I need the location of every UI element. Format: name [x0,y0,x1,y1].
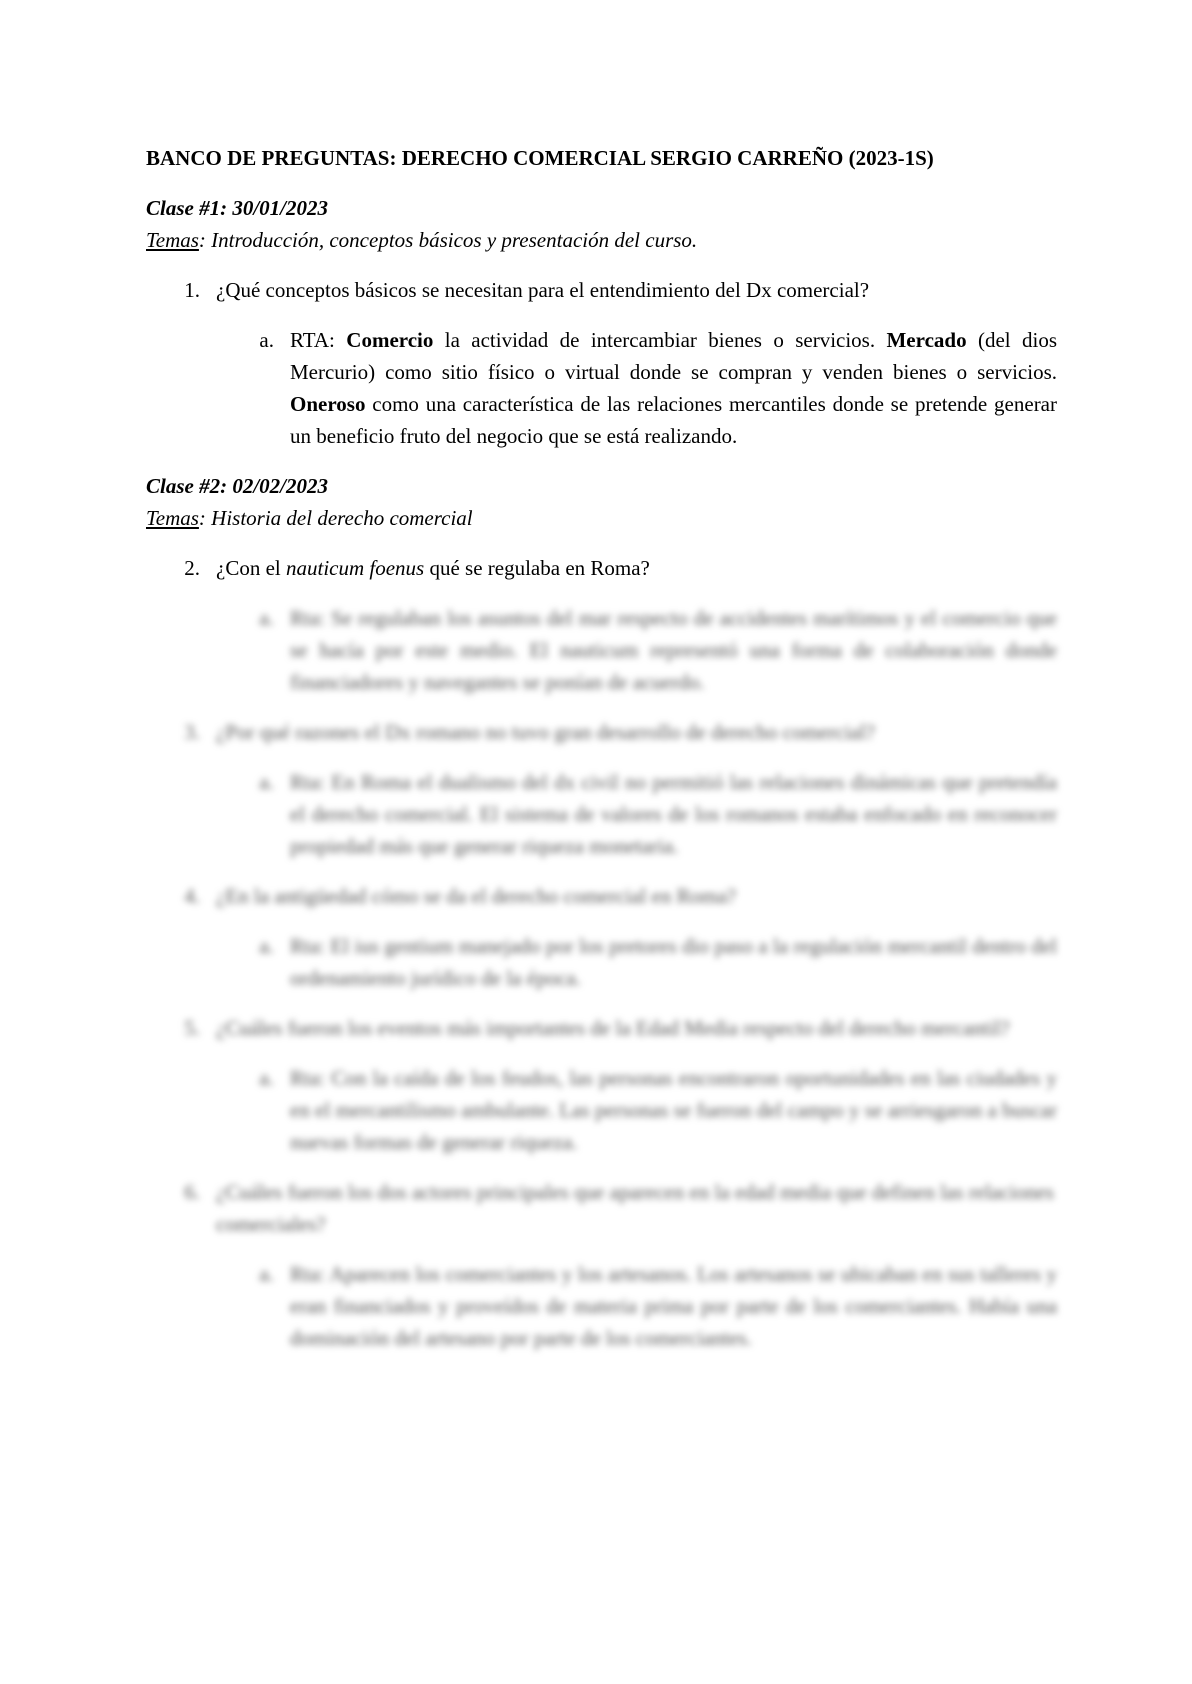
answer-text: Rta: Con la caída de los feudos, las personas encontraron oportunidades en las ciudades y en el mercantilismo ambulante. Las personas se fueron del campo y se arriesgaron a buscar nuevas formas de generar riqueza. [290,1066,1057,1154]
answer-letter: a. [259,1262,274,1286]
question-number: 5. [184,1016,200,1040]
question-text: ¿Por qué razones el Dx romano no tuvo gran desarrollo de derecho comercial? [216,720,875,744]
question-text [216,552,1057,584]
answer-letter: a. [259,934,274,958]
question-number: 6. [184,1180,200,1204]
answer-4 [216,930,1057,994]
answer-3 [216,766,1057,862]
question-number: 3. [184,720,200,744]
question-4 [146,880,1057,912]
blurred-section [146,716,1057,1354]
answer-letter: a. [259,328,274,352]
topics-text: : Introducción, conceptos básicos y presentación del curso. [198,228,698,252]
answer-text: Rta: En Roma el dualismo del dx civil no permitió las relaciones dinámicas que pretendía el derecho comercial. El sistema de valores de los romanos estaba enfocado en reconocer propiedad más que generar riqueza monetaria. [290,770,1057,858]
question-segment: ¿Con el [216,556,286,580]
document-title: BANCO DE PREGUNTAS: DERECHO COMERCIAL SERGIO CARREÑO (2023-1S) [146,146,934,170]
answer-1 [216,324,1057,452]
term-comercio: Comercio [346,328,434,352]
answer-text [290,324,1057,452]
answer-text: Rta: Aparecen los comerciantes y los artesanos. Los artesanos se ubicaban en sus talleres y eran financiados y proveídos de materia prima por parte de los comerciantes. Había una dominación del artesano por parte de los comerciantes. [290,1262,1057,1350]
term-mercado: Mercado [886,328,967,352]
question-number: 1. [184,278,200,302]
answer-2-blurred [216,602,1057,698]
class-topics [146,502,1057,534]
topics-label: Temas [146,506,199,530]
topics-label: Temas [146,228,199,252]
answer-5 [216,1062,1057,1158]
question-number: 2. [184,556,200,580]
answer-segment: como una característica de las relaciones mercantiles donde se pretende generar un beneficio fruto del negocio que se está realizando. [290,392,1057,448]
topics-text: : Historia del derecho comercial [198,506,473,530]
question-segment: qué se regulaba en Roma? [424,556,650,580]
question-3 [146,716,1057,748]
question-text: ¿Cuáles fueron los dos actores principales que aparecen en la edad media que definen las relaciones comerciales? [216,1180,1054,1236]
question-text: ¿Qué conceptos básicos se necesitan para el entendimiento del Dx comercial? [216,278,870,302]
answer-segment: la actividad de intercambiar bienes o servicios. [433,328,887,352]
answer-segment: (del dios Mercurio) como sitio físico o virtual donde se compran y venden bienes o servicios. [290,328,1057,384]
question-1 [146,274,1057,306]
question-text: ¿Cuáles fueron los eventos más importantes de la Edad Media respecto del derecho mercantil? [216,1016,1010,1040]
term-oneroso: Oneroso [290,392,366,416]
question-2 [146,552,1057,584]
latin-term: nauticum foenus [285,556,425,580]
document-page [146,142,1057,1372]
answer-text: Rta: Se regulaban los asuntos del mar respecto de accidentes marítimos y el comercio que se hacía por este medio. El nauticum representó una forma de colaboración donde financiadores y navegantes se ponían de acuerdo. [290,606,1057,694]
question-number: 4. [184,884,200,908]
answer-6 [216,1258,1057,1354]
class-topics [146,224,1057,256]
answer-letter: a. [259,770,274,794]
question-5 [146,1012,1057,1044]
question-text: ¿En la antigüedad cómo se da el derecho comercial en Roma? [216,884,737,908]
class-heading: Clase #1: 30/01/2023 [146,196,328,220]
answer-prefix: RTA: [290,328,347,352]
answer-letter: a. [259,1066,274,1090]
answer-letter: a. [259,606,274,630]
question-6 [146,1176,1057,1240]
class-heading: Clase #2: 02/02/2023 [146,474,328,498]
answer-text: Rta: El ius gentium manejado por los pretores dio paso a la regulación mercantil dentro del ordenamiento jurídico de la época. [290,934,1057,990]
